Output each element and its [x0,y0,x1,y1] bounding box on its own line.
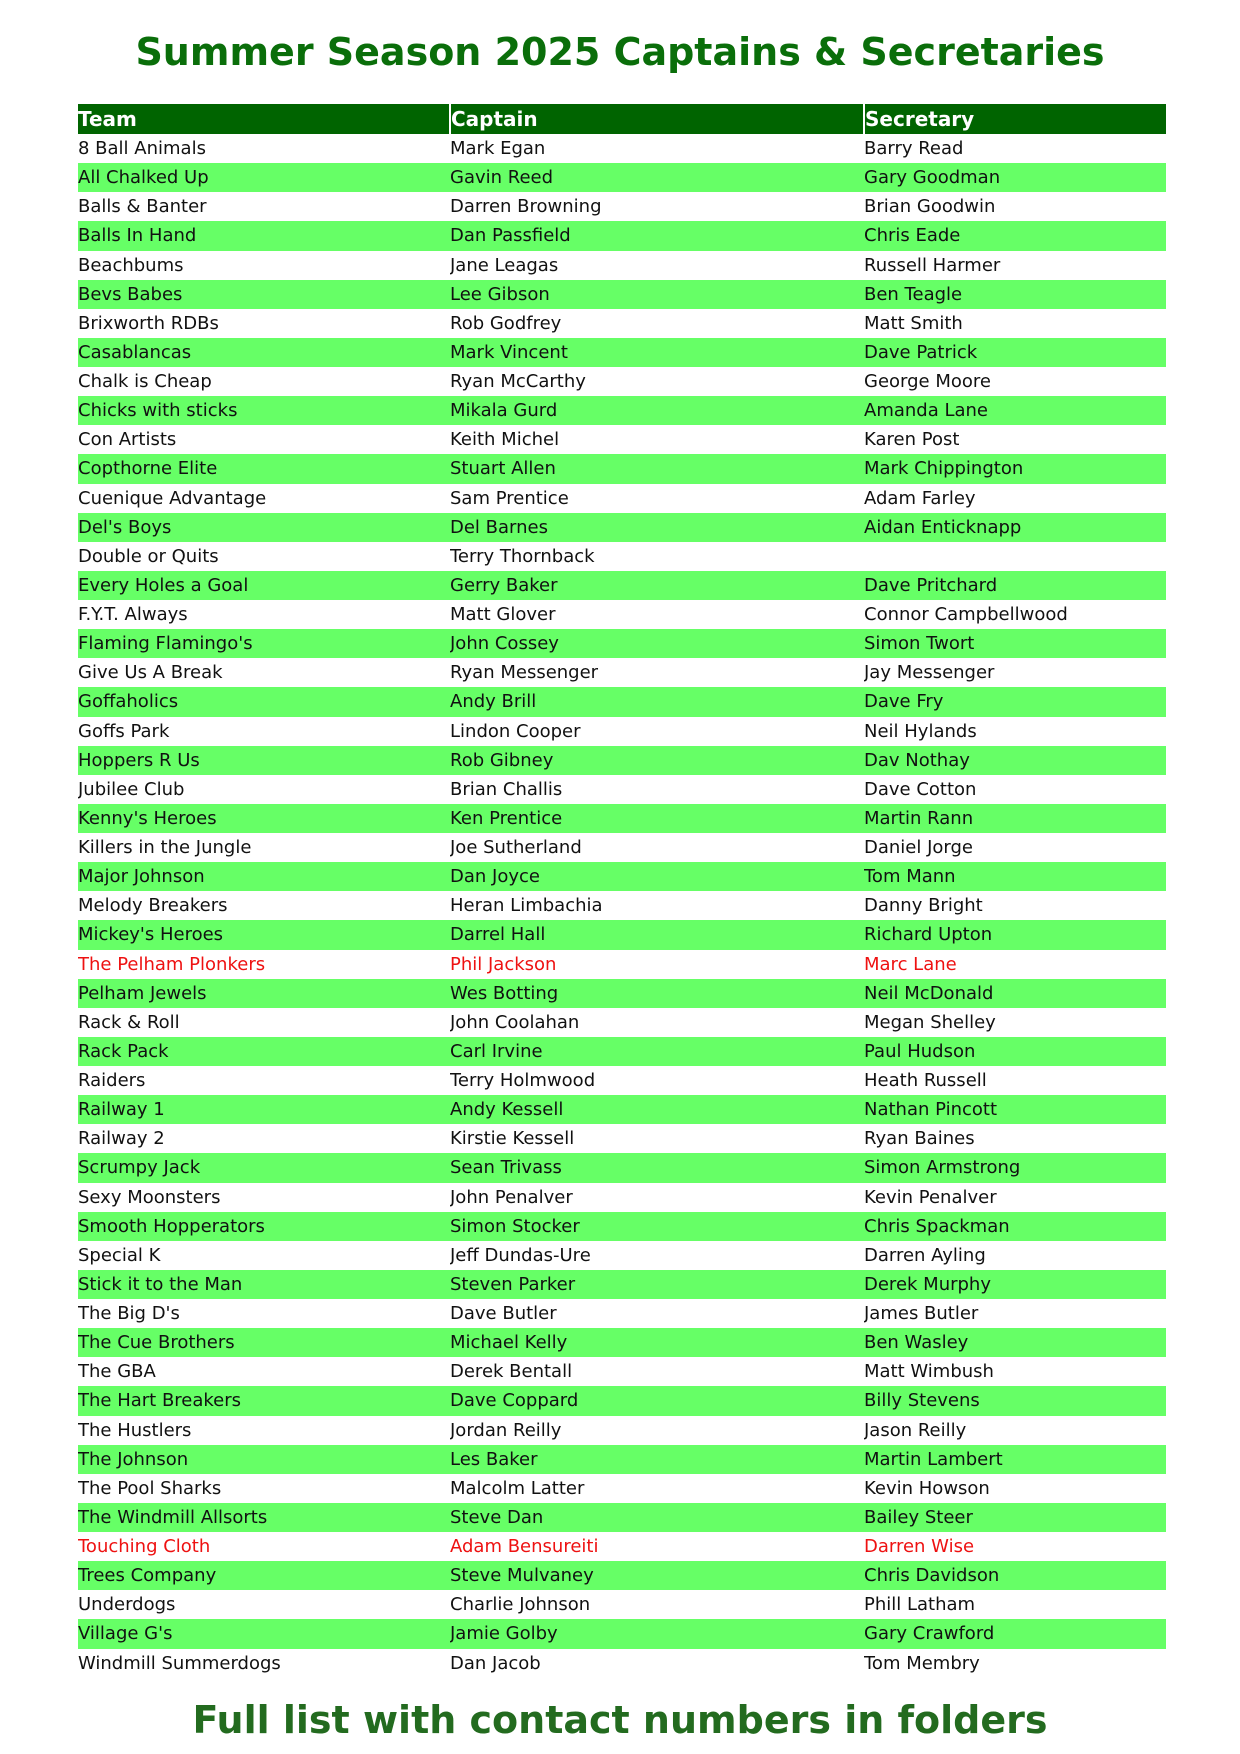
cell-secretary: James Butler [864,1303,979,1325]
table-row [78,309,1166,338]
table-row [78,717,1166,746]
table-row [78,163,1166,192]
table-row [78,804,1166,833]
cell-secretary: Tom Membry [864,1652,980,1674]
cell-team: Con Artists [78,429,177,451]
table-row [78,687,1166,716]
cell-secretary: Neil Hylands [864,720,977,742]
cell-team: Goffs Park [78,720,170,742]
cell-captain: Wes Botting [450,979,864,1008]
table-row [78,1416,1166,1445]
table-row [78,192,1166,221]
cell-team: Every Holes a Goal [78,571,450,600]
cell-team: Kenny's Heroes [78,804,450,833]
cell-captain: Darren Browning [450,196,602,218]
table-row [78,1328,1166,1357]
table-row [78,1066,1166,1095]
table-row [78,746,1166,775]
cell-secretary: Dave Patrick [864,338,1166,367]
table-row [78,1386,1166,1415]
cell-team: Jubilee Club [78,778,185,800]
cell-team: Balls In Hand [78,221,450,250]
table-row [78,658,1166,687]
table-row [78,1183,1166,1212]
cell-secretary: Marc Lane [864,953,957,975]
table-row [78,629,1166,658]
cell-secretary: Kevin Penalver [864,1186,997,1208]
table-row [78,1037,1166,1066]
cell-captain: John Cossey [450,629,864,658]
cell-team: Raiders [78,1070,146,1092]
table-row [78,1649,1166,1678]
cell-secretary: Barry Read [864,138,964,160]
cell-team: The Hart Breakers [78,1386,450,1415]
table-row [78,833,1166,862]
cell-captain: Andy Brill [450,687,864,716]
cell-captain: Carl Irvine [450,1037,864,1066]
cell-team: Double or Quits [78,545,219,567]
cell-secretary: Simon Armstrong [864,1153,1166,1182]
cell-captain: Dave Butler [450,1303,557,1325]
cell-team: Trees Company [78,1561,450,1590]
cell-captain: Stuart Allen [450,454,864,483]
cell-secretary: Daniel Jorge [864,837,974,859]
cell-secretary: Megan Shelley [864,1011,996,1033]
cell-team: Flaming Flamingo's [78,629,450,658]
cell-captain: Keith Michel [450,429,560,451]
cell-team: Cuenique Advantage [78,487,267,509]
cell-team: The Pool Sharks [78,1477,222,1499]
table-row [78,1153,1166,1182]
cell-team: The Johnson [78,1445,450,1474]
cell-secretary: Connor Campbellwood [864,604,1068,626]
table-row [78,367,1166,396]
cell-team: Brixworth RDBs [78,312,219,334]
table-row [78,920,1166,949]
cell-secretary: Gary Goodman [864,163,1166,192]
cell-secretary: Ben Wasley [864,1328,1166,1357]
cell-captain: Brian Challis [450,778,563,800]
cell-secretary: Derek Murphy [864,1270,1166,1299]
table-row [78,454,1166,483]
cell-captain: Michael Kelly [450,1328,864,1357]
table-row [78,221,1166,250]
cell-secretary: Ryan Baines [864,1128,975,1150]
table-row [78,862,1166,891]
cell-captain: Malcolm Latter [450,1477,585,1499]
cell-secretary: Aidan Enticknapp [864,513,1166,542]
cell-team: Chalk is Cheap [78,371,212,393]
table-row [78,1095,1166,1124]
cell-secretary: Chris Spackman [864,1212,1166,1241]
cell-captain: Lindon Cooper [450,720,581,742]
table-row [78,396,1166,425]
table-row [78,1299,1166,1328]
cell-secretary: Chris Davidson [864,1561,1166,1590]
cell-secretary: Amanda Lane [864,396,1166,425]
cell-captain: Ken Prentice [450,804,864,833]
roster-table [78,104,1166,1678]
cell-captain: Steve Mulvaney [450,1561,864,1590]
cell-team: Melody Breakers [78,895,228,917]
cell-captain: Del Barnes [450,513,864,542]
cell-captain: Adam Bensureiti [450,1536,599,1558]
table-row [78,1124,1166,1153]
cell-team: The Cue Brothers [78,1328,450,1357]
cell-secretary: Tom Mann [864,862,1166,891]
cell-captain: Darrel Hall [450,920,864,949]
cell-captain: Mark Vincent [450,338,864,367]
cell-team: Underdogs [78,1594,176,1616]
table-row [78,950,1166,979]
cell-team: Hoppers R Us [78,746,450,775]
cell-captain: Sean Trivass [450,1153,864,1182]
cell-captain: Steven Parker [450,1270,864,1299]
cell-team: Touching Cloth [78,1536,211,1558]
cell-secretary: Chris Eade [864,221,1166,250]
column-header-secretary: Secretary [864,104,1166,134]
table-row [78,542,1166,571]
cell-secretary: Phill Latham [864,1594,976,1616]
table-row [78,775,1166,804]
cell-team: Casablancas [78,338,450,367]
cell-secretary: Dave Cotton [864,778,977,800]
table-row [78,1008,1166,1037]
table-row [78,251,1166,280]
cell-secretary: Neil McDonald [864,979,1166,1008]
table-row [78,1503,1166,1532]
cell-team: Copthorne Elite [78,454,450,483]
cell-captain: Kirstie Kessell [450,1128,575,1150]
cell-secretary: Brian Goodwin [864,196,996,218]
table-row [78,891,1166,920]
cell-secretary: Adam Farley [864,487,976,509]
cell-captain: Steve Dan [450,1503,864,1532]
cell-team: Rack & Roll [78,1011,180,1033]
cell-captain: Derek Bentall [450,1361,573,1383]
cell-team: Pelham Jewels [78,979,450,1008]
table-row [78,280,1166,309]
table-row [78,1590,1166,1619]
table-row [78,1532,1166,1561]
cell-team: F.Y.T. Always [78,604,188,626]
cell-team: Stick it to the Man [78,1270,450,1299]
cell-secretary: Simon Twort [864,629,1166,658]
cell-captain: Phil Jackson [450,953,557,975]
table-body [78,134,1166,1678]
cell-secretary: Darren Wise [864,1536,975,1558]
cell-captain: Rob Gibney [450,746,864,775]
cell-team: All Chalked Up [78,163,450,192]
cell-captain: Sam Prentice [450,487,569,509]
cell-secretary: Gary Crawford [864,1619,1166,1648]
cell-captain: Mikala Gurd [450,396,864,425]
table-row [78,1241,1166,1270]
table-row [78,338,1166,367]
cell-team: Scrumpy Jack [78,1153,450,1182]
cell-secretary: Heath Russell [864,1070,987,1092]
cell-captain: Charlie Johnson [450,1594,591,1616]
table-row [78,484,1166,513]
cell-captain: Jamie Golby [450,1619,864,1648]
cell-secretary: Russell Harmer [864,254,1001,276]
cell-secretary: Jay Messenger [864,662,995,684]
cell-team: Bevs Babes [78,280,450,309]
cell-secretary: Ben Teagle [864,280,1166,309]
cell-team: Major Johnson [78,862,450,891]
cell-team: Mickey's Heroes [78,920,450,949]
cell-captain: Joe Sutherland [450,837,582,859]
table-row [78,979,1166,1008]
footer-note: Full list with contact numbers in folders [192,1698,1048,1742]
cell-secretary [864,542,1166,571]
cell-secretary: Martin Rann [864,804,1166,833]
cell-captain: Jordan Reilly [450,1419,562,1441]
cell-team: 8 Ball Animals [78,138,206,160]
table-row [78,1270,1166,1299]
cell-captain: Terry Thornback [450,545,595,567]
cell-secretary: Paul Hudson [864,1037,1166,1066]
cell-captain: Dan Passfield [450,221,864,250]
cell-team: The Pelham Plonkers [78,953,266,975]
cell-team: Del's Boys [78,513,450,542]
cell-secretary: Matt Wimbush [864,1361,994,1383]
table-row [78,425,1166,454]
cell-team: Beachbums [78,254,184,276]
table-row [78,1561,1166,1590]
cell-captain: Les Baker [450,1445,864,1474]
cell-captain: Dan Jacob [450,1652,541,1674]
cell-captain: Lee Gibson [450,280,864,309]
cell-team: Special K [78,1244,161,1266]
table-row [78,513,1166,542]
cell-team: Balls & Banter [78,196,207,218]
cell-captain: Jeff Dundas-Ure [450,1244,591,1266]
cell-secretary: Martin Lambert [864,1445,1166,1474]
cell-team: Goffaholics [78,687,450,716]
cell-team: Village G's [78,1619,450,1648]
cell-captain: Jane Leagas [450,254,559,276]
cell-team: Railway 2 [78,1128,165,1150]
table-row [78,600,1166,629]
cell-team: Give Us A Break [78,662,223,684]
cell-captain: Matt Glover [450,604,556,626]
column-header-team: Team [78,104,450,134]
table-row [78,134,1166,163]
cell-secretary: Dave Pritchard [864,571,1166,600]
cell-captain: Ryan Messenger [450,662,599,684]
cell-secretary: Matt Smith [864,312,963,334]
cell-captain: John Coolahan [450,1011,580,1033]
cell-team: The Windmill Allsorts [78,1503,450,1532]
cell-secretary: Bailey Steer [864,1503,1166,1532]
cell-team: Sexy Moonsters [78,1186,221,1208]
cell-captain: Simon Stocker [450,1212,864,1241]
cell-team: Railway 1 [78,1095,450,1124]
cell-secretary: Dave Fry [864,687,1166,716]
cell-team: Windmill Summerdogs [78,1652,281,1674]
table-row [78,1474,1166,1503]
cell-secretary: Nathan Pincott [864,1095,1166,1124]
cell-secretary: Dav Nothay [864,746,1166,775]
cell-secretary: Kevin Howson [864,1477,990,1499]
cell-captain: Gavin Reed [450,163,864,192]
cell-team: Rack Pack [78,1037,450,1066]
cell-secretary: George Moore [864,371,991,393]
cell-team: The Hustlers [78,1419,192,1441]
cell-secretary: Karen Post [864,429,960,451]
cell-secretary: Billy Stevens [864,1386,1166,1415]
page-title: Summer Season 2025 Captains & Secretaries [135,30,1105,74]
table-row [78,571,1166,600]
cell-captain: John Penalver [450,1186,573,1208]
cell-secretary: Danny Bright [864,895,983,917]
cell-captain: Terry Holmwood [450,1070,596,1092]
cell-captain: Gerry Baker [450,571,864,600]
column-header-captain: Captain [450,104,864,134]
cell-captain: Heran Limbachia [450,895,603,917]
cell-team: The Big D's [78,1303,180,1325]
cell-secretary: Mark Chippington [864,454,1166,483]
cell-secretary: Richard Upton [864,920,1166,949]
table-row [78,1619,1166,1648]
cell-secretary: Darren Ayling [864,1244,986,1266]
cell-captain: Dave Coppard [450,1386,864,1415]
cell-team: Chicks with sticks [78,396,450,425]
cell-secretary: Jason Reilly [864,1419,967,1441]
cell-team: Killers in the Jungle [78,837,252,859]
table-row [78,1212,1166,1241]
cell-captain: Ryan McCarthy [450,371,586,393]
table-header-row [78,104,1166,134]
cell-captain: Dan Joyce [450,862,864,891]
cell-captain: Rob Godfrey [450,312,562,334]
cell-captain: Andy Kessell [450,1095,864,1124]
table-row [78,1357,1166,1386]
cell-team: Smooth Hopperators [78,1212,450,1241]
cell-captain: Mark Egan [450,138,546,160]
table-row [78,1445,1166,1474]
cell-team: The GBA [78,1361,156,1383]
